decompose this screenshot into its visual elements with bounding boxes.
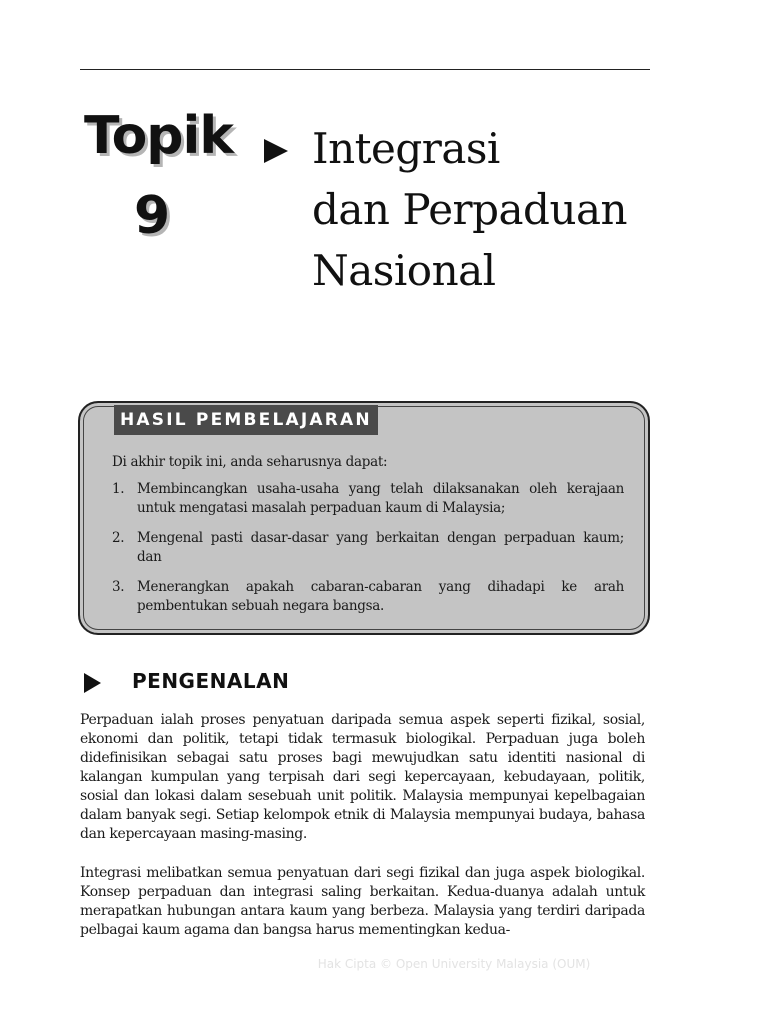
list-item: [112, 480, 624, 518]
title-line: dan Perpaduan: [312, 185, 628, 234]
learning-outcomes-list: [112, 480, 624, 627]
page-title: [312, 118, 627, 301]
learning-outcomes-intro: Di akhir topik ini, anda seharusnya dapat:: [112, 454, 388, 470]
list-item: [112, 529, 624, 567]
list-item-number: 3.: [112, 579, 125, 595]
list-item-text: Membincangkan usaha-usaha yang telah dilaksanakan oleh kerajaan untuk mengatasi masalah perpaduan kaum di Malaysia;: [137, 481, 624, 516]
list-item: [112, 578, 624, 616]
copyright-watermark: Hak Cipta © Open University Malaysia (OUM): [317, 957, 591, 971]
triangle-right-icon: [84, 673, 101, 693]
list-item-number: 2.: [112, 530, 125, 546]
list-item-number: 1.: [112, 481, 125, 497]
paragraph: Integrasi melibatkan semua penyatuan dari segi fizikal dan juga aspek biologikal. Konsep perpaduan dan integrasi saling berkaitan. Kedua-duanya adalah untuk merapatkan hubungan antara kaum yang berbeza. Malaysia yang terdiri daripada pelbagai kaum agama dan bangsa harus mementingkan kedua-: [80, 865, 645, 938]
list-item-text: Menerangkan apakah cabaran-cabaran yang dihadapi ke arah pembentukan sebuah negara bangsa.: [137, 579, 624, 614]
learning-outcomes-heading: HASIL PEMBELAJARAN: [114, 405, 378, 435]
title-line: Nasional: [312, 246, 496, 295]
top-rule: [80, 69, 650, 70]
topic-number: 9: [134, 186, 171, 246]
topic-label: Topik: [84, 106, 233, 166]
section-heading: PENGENALAN: [132, 669, 290, 693]
title-line: Integrasi: [312, 124, 500, 173]
paragraph: Perpaduan ialah proses penyatuan daripada semua aspek seperti fizikal, sosial, ekonomi dan politik, tetapi tidak termasuk biologikal. Perpaduan juga boleh didefinisikan sebagai satu proses bagi mewujudkan satu identiti nasional di kalangan kumpulan yang terpisah dari segi kepercayaan, kebudayaan, politik, sosial dan lokasi dalam sesebuah unit politik. Malaysia mempunyai kepelbagaian dalam banyak segi. Setiap kelompok etnik di Malaysia mempunyai budaya, bahasa dan kepercayaan masing-masing.: [80, 712, 645, 842]
list-item-text: Mengenal pasti dasar-dasar yang berkaitan dengan perpaduan kaum; dan: [137, 530, 624, 565]
triangle-right-icon: [264, 139, 288, 163]
